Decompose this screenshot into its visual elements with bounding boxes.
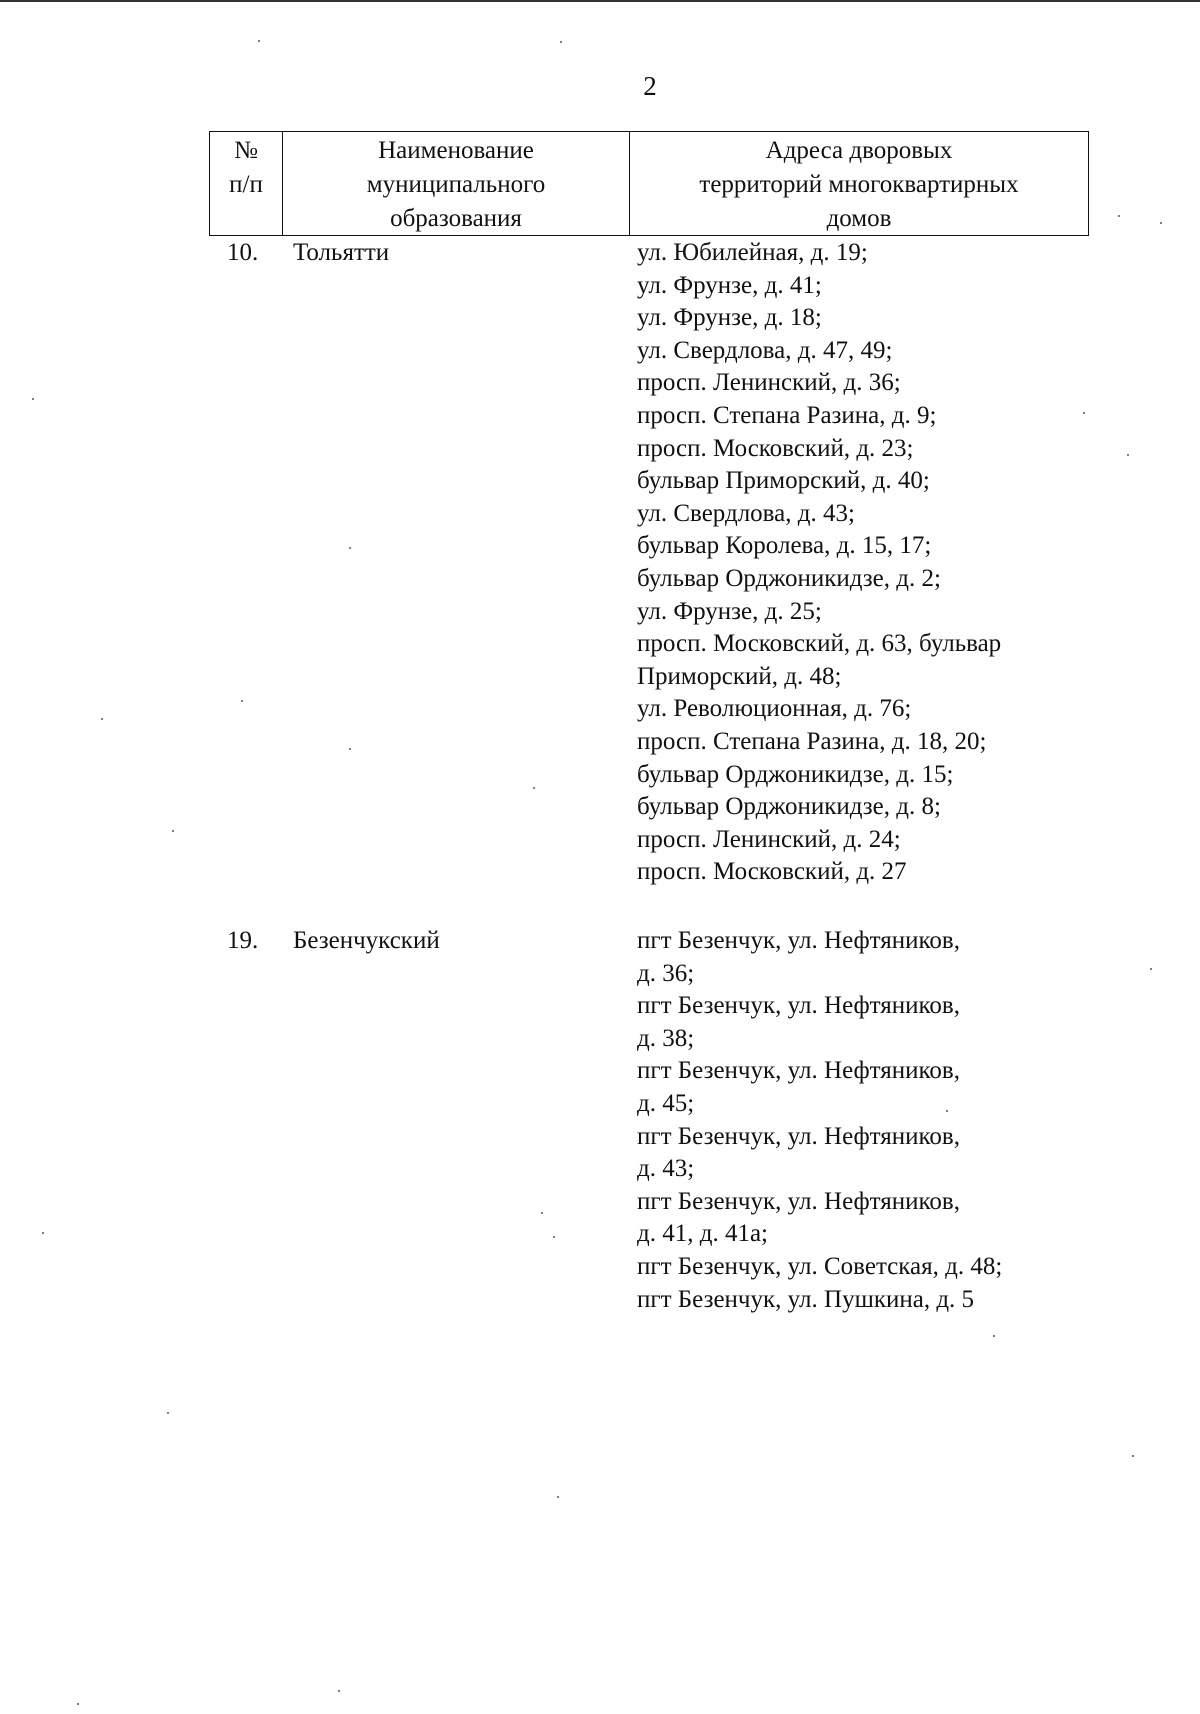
scan-speck	[1132, 1455, 1134, 1457]
header-num-cell	[210, 132, 283, 235]
address-line: просп. Степана Разина, д. 9;	[637, 401, 937, 429]
scan-speck	[349, 748, 351, 750]
scan-top-edge	[0, 0, 1200, 2]
address-line: бульвар Приморский, д. 40;	[637, 467, 930, 495]
address-line: просп. Московский, д. 23;	[637, 434, 914, 462]
address-list	[637, 237, 1001, 889]
scan-speck	[560, 41, 562, 43]
address-line: ул. Революционная, д. 76;	[637, 695, 912, 723]
address-line: ул. Свердлова, д. 43;	[637, 499, 855, 527]
scan-speck	[946, 1110, 948, 1112]
address-line: просп. Ленинский, д. 36;	[637, 369, 901, 397]
scan-speck	[541, 1212, 543, 1214]
municipality-name: Безенчукский	[293, 927, 440, 954]
scan-speck	[338, 1690, 340, 1692]
scan-speck	[1160, 222, 1162, 224]
address-line: пгт Безенчук, ул. Нефтяников,	[637, 1057, 960, 1085]
scan-speck	[533, 787, 535, 789]
scan-speck	[1118, 215, 1120, 217]
scan-speck	[172, 830, 174, 832]
address-line: ул. Фрунзе, д. 25;	[637, 597, 822, 625]
address-line: пгт Безенчук, ул. Нефтяников,	[637, 1122, 960, 1150]
scan-speck	[77, 1703, 79, 1705]
header-addresses-line: территорий многоквартирных	[699, 171, 1019, 198]
address-list	[637, 925, 1002, 1316]
scan-speck	[167, 1412, 169, 1414]
scan-speck	[1127, 454, 1129, 456]
address-line: ул. Свердлова, д. 47, 49;	[637, 336, 893, 364]
address-line: д. 45;	[637, 1089, 695, 1117]
scan-speck	[1150, 968, 1152, 970]
header-num-line: №	[234, 137, 258, 164]
address-line: пгт Безенчук, ул. Советская, д. 48;	[637, 1252, 1003, 1280]
municipality-name: Тольятти	[293, 239, 390, 266]
scan-speck	[993, 1335, 995, 1337]
address-line: д. 43;	[637, 1155, 695, 1183]
header-num-line: п/п	[229, 171, 263, 198]
header-addresses-cell	[630, 132, 1088, 235]
scan-speck	[258, 40, 260, 42]
scan-speck	[32, 398, 34, 400]
table-header	[209, 131, 1089, 236]
scan-speck	[101, 718, 103, 720]
header-name-line: Наименование	[378, 137, 534, 164]
address-line: ул. Юбилейная, д. 19;	[637, 239, 868, 266]
address-line: просп. Московский, д. 63, бульвар	[637, 630, 1002, 658]
address-line: пгт Безенчук, ул. Нефтяников,	[637, 992, 960, 1020]
address-line: ул. Фрунзе, д. 41;	[637, 271, 822, 299]
address-line: пгт Безенчук, ул. Нефтяников,	[637, 1187, 960, 1215]
address-line: бульвар Орджоникидзе, д. 8;	[637, 793, 941, 821]
address-line: бульвар Королева, д. 15, 17;	[637, 532, 932, 560]
address-line: пгт Безенчук, ул. Нефтяников,	[637, 927, 960, 954]
scan-speck	[557, 1496, 559, 1498]
address-line: просп. Ленинский, д. 24;	[637, 825, 901, 853]
address-line: Приморский, д. 48;	[637, 662, 842, 690]
address-line: д. 41, д. 41а;	[637, 1220, 768, 1248]
address-line: просп. Московский, д. 27	[637, 858, 907, 886]
address-line: бульвар Орджоникидзе, д. 2;	[637, 564, 941, 592]
address-line: д. 36;	[637, 959, 695, 987]
scan-speck	[241, 700, 243, 702]
row-number: 10.	[227, 239, 259, 266]
header-addresses-line: домов	[826, 205, 892, 232]
header-name-line: муниципального	[366, 171, 546, 198]
address-line: бульвар Орджоникидзе, д. 15;	[637, 760, 954, 788]
address-line: д. 38;	[637, 1024, 695, 1052]
scan-speck	[1083, 412, 1085, 414]
address-line: пгт Безенчук, ул. Пушкина, д. 5	[637, 1285, 975, 1313]
scan-speck	[349, 547, 351, 549]
scan-speck	[42, 1232, 44, 1234]
scan-speck	[553, 1236, 555, 1238]
header-addresses-line: Адреса дворовых	[765, 137, 953, 164]
page-number: 2	[643, 71, 657, 101]
header-name-cell	[283, 132, 630, 235]
header-name-line: образования	[390, 205, 522, 232]
address-line: просп. Степана Разина, д. 18, 20;	[637, 727, 987, 755]
address-line: ул. Фрунзе, д. 18;	[637, 304, 822, 332]
row-number: 19.	[227, 927, 259, 954]
